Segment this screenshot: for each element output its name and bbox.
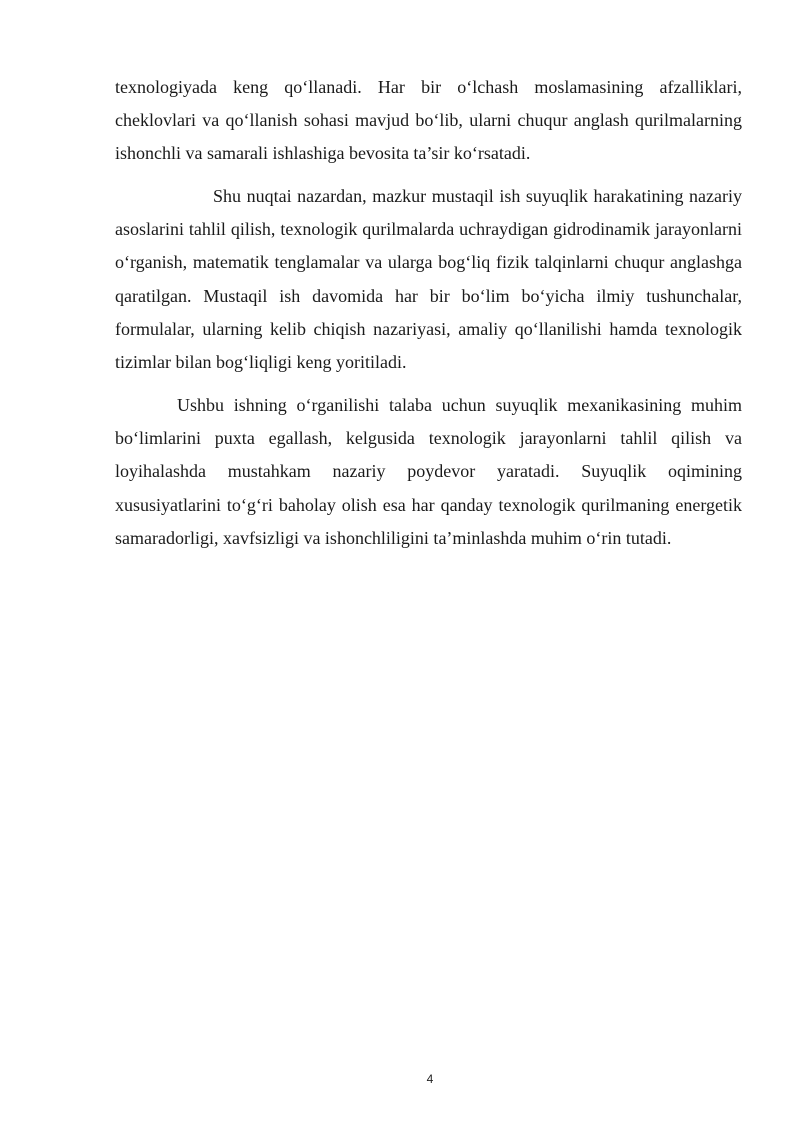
- paragraph-continuation: texnologiyada keng qo‘llanadi. Har bir o‘lchash moslamasining afzalliklari, cheklovlari va qo‘llanish sohasi mavjud bo‘lib, ularni chuqur anglash qurilmalarning ishonchli va samarali ishlashiga bevosita ta’sir ko‘rsatadi.: [115, 77, 742, 164]
- page-number: 4: [426, 1072, 434, 1086]
- paragraph-significance: Ushbu ishning o‘rganilishi talaba uchun suyuqlik mexanikasining muhim bo‘limlarini puxta egallash, kelgusida texnologik jarayonlarni tahlil qilish va loyihalashda mustahkam nazariy poydevor yaratadi. Suyuqlik oqimining xususiyatlarini to‘g‘ri baholay olish esa har qanday texnologik qurilmaning energetik samaradorligi, xavfsizligi va ishonchliligini ta’minlashda muhim o‘rin tutadi.: [115, 395, 742, 548]
- paragraph-purpose: Shu nuqtai nazardan, mazkur mustaqil ish suyuqlik harakatining nazariy asoslarini tahlil qilish, texnologik qurilmalarda uchraydigan gidrodinamik jarayonlarni o‘rganish, matematik tenglamalar va ularga bog‘liq fizik talqinlarni chuqur anglashga qaratilgan. Mustaqil ish davomida har bir bo‘lim bo‘yicha ilmiy tushunchalar, formulalar, ularning kelib chiqish nazariyasi, amaliy qo‘llanilishi hamda texnologik tizimlar bilan bog‘liqligi keng yoritiladi.: [115, 186, 742, 373]
